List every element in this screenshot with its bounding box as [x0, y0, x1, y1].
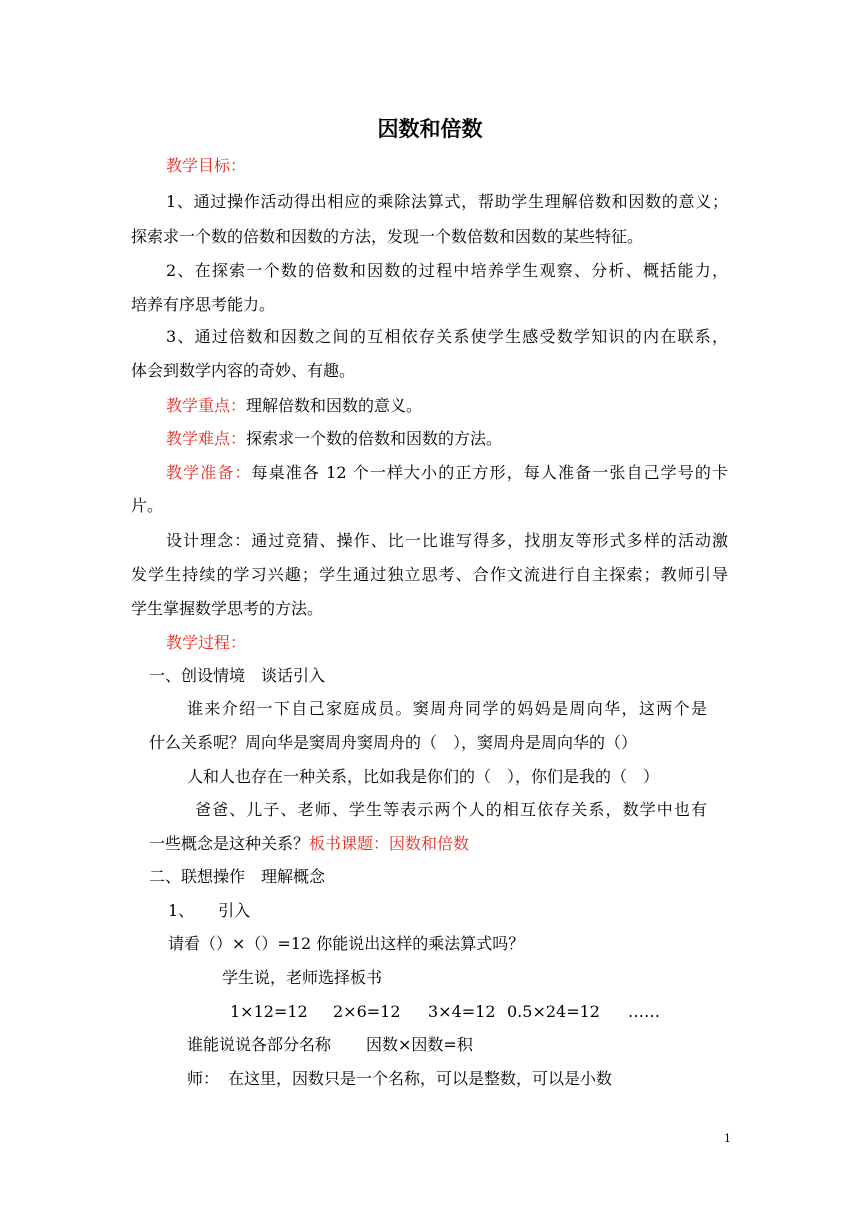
preparation-label: 教学准备： [166, 463, 252, 482]
preparation-text: 每桌准各 12 个一样大小的正方形，每人准备一张自己学号的卡 [251, 463, 728, 482]
section-1-para-3-line-2 [149, 834, 469, 854]
difficulty-text: 探索求一个数的倍数和因数的方法。 [246, 429, 503, 448]
design-line-3: 学生掌握数学思考的方法。 [131, 599, 324, 618]
preparation-line-1 [166, 463, 728, 483]
section-2-question: 请看（）×（）=12 你能说出这样的乘法算式吗？ [168, 934, 525, 953]
section-2-heading: 二、联想操作 理解概念 [149, 867, 326, 886]
objective-2-line-2: 培养有序思考能力。 [131, 295, 276, 314]
difficulty-label: 教学难点： [166, 429, 247, 448]
section-1-para-1-line-1: 谁来介绍一下自己家庭成员。窦周舟同学的妈妈是周向华，这两个是 [187, 699, 707, 718]
objective-1-line-2: 探索求一个数的倍数和因数的方法，发现一个数倍数和因数的某些特征。 [131, 227, 644, 246]
design-line-2: 发学生持续的学习兴趣；学生通过独立思考、合作文流进行自主探索；教师引导 [131, 565, 728, 584]
equation-2: 2×6=12 [333, 1002, 401, 1021]
objective-3-line-1: 3、通过倍数和因数之间的互相依存关系使学生感受数学知识的内在联系， [166, 327, 728, 346]
part-names-question: 谁能说说各部分名称 [187, 1035, 332, 1054]
section-2-item-1: 1、 引入 [168, 901, 251, 920]
section-1-para-2: 人和人也存在一种关系，比如我是你们的（ ），你们是我的（ ） [187, 767, 660, 786]
board-topic: 板书课题：因数和倍数 [309, 834, 470, 853]
section-2-student-note: 学生说，老师选择板书 [222, 968, 383, 987]
page-title: 因数和倍数 [377, 117, 483, 141]
page-number: 1 [724, 1132, 731, 1145]
key-point-line [166, 396, 422, 416]
objective-1-line-1: 1、通过操作活动得出相应的乘除法算式，帮助学生理解倍数和因数的意义； [166, 192, 728, 211]
teacher-label: 师： [187, 1069, 220, 1088]
section-1-para-3-text: 一些概念是这种关系？ [149, 834, 310, 853]
key-point-label: 教学重点： [166, 396, 247, 415]
section-1-heading: 一、创设情境 谈话引入 [149, 666, 326, 685]
part-names-formula: 因数×因数=积 [366, 1035, 473, 1054]
objective-2-line-1: 2、在探索一个数的倍数和因数的过程中培养学生观察、分析、概括能力， [166, 261, 728, 280]
objectives-heading: 教学目标： [166, 156, 247, 175]
equation-1: 1×12=12 [230, 1002, 308, 1021]
key-point-text: 理解倍数和因数的意义。 [246, 396, 423, 415]
equation-3: 3×4=12 [428, 1002, 496, 1021]
difficulty-line [166, 429, 502, 449]
preparation-line-2: 片。 [131, 496, 164, 515]
design-line-1: 设计理念：通过竞猜、操作、比一比谁写得多，找朋友等形式多样的活动激 [166, 531, 728, 550]
teacher-text: 在这里，因数只是一个名称，可以是整数，可以是小数 [228, 1069, 613, 1088]
process-heading: 教学过程： [166, 633, 247, 652]
section-1-para-1-line-2: 什么关系呢？周向华是窦周舟窦周舟的（ ），窦周舟是周向华的（） [149, 733, 638, 752]
equation-ellipsis: …… [628, 1002, 660, 1021]
section-1-para-3-line-1: 爸爸、儿子、老师、学生等表示两个人的相互依存关系，数学中也有 [195, 800, 707, 819]
objective-3-line-2: 体会到数学内容的奇妙、有趣。 [131, 361, 356, 380]
equation-4: 0.5×24=12 [507, 1002, 600, 1021]
